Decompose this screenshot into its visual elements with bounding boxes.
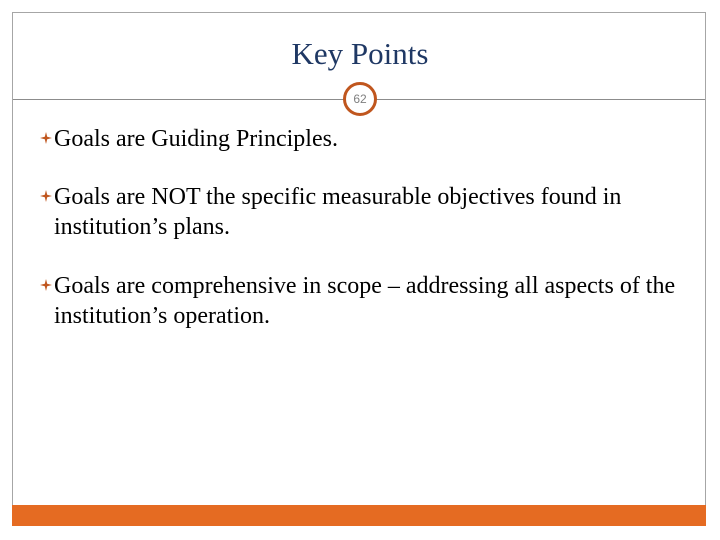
sparkle-bullet-icon: [40, 190, 52, 202]
footer-accent-bar: [12, 505, 706, 526]
bullet-text: Goals are NOT the specific measurable objectives found in institution’s plans.: [54, 184, 622, 240]
slide-title: Key Points: [291, 36, 429, 71]
page-number: 62: [353, 92, 367, 106]
bullet-list: [40, 124, 680, 359]
bullet-text: Goals are Guiding Principles.: [54, 126, 338, 152]
sparkle-bullet-icon: [40, 132, 52, 144]
bullet-text: Goals are comprehensive in scope – addressing all aspects of the institution’s operation.: [54, 273, 676, 329]
sparkle-bullet-icon: [40, 279, 52, 291]
bullet-item: [40, 271, 680, 331]
page-number-badge: [343, 82, 377, 116]
bullet-item: [40, 182, 680, 242]
bullet-item: [40, 124, 680, 154]
